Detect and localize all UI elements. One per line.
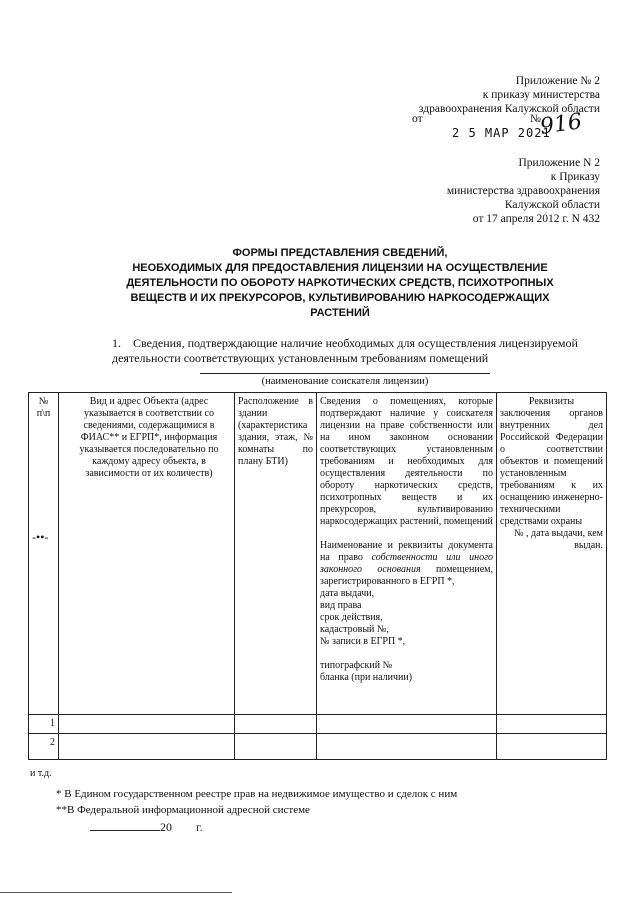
row-cell[interactable]: [235, 715, 317, 734]
detail-line: вид права: [320, 600, 362, 611]
row-cell[interactable]: [317, 734, 497, 760]
document-title: [110, 246, 570, 321]
table-row: [29, 734, 607, 760]
requisites-issue: № , дата выдачи, кем выдан.: [513, 528, 603, 551]
header-location-text: Расположение в здании (характеристика здания, этаж, № комнаты по плану БТИ): [238, 396, 313, 467]
date-prefix: от: [412, 113, 423, 125]
requisites-title: Реквизиты: [528, 396, 575, 407]
order-ref: к приказу министерства: [482, 89, 600, 101]
header-object-text: Вид и адрес Объекта (адрес указывается в соответствии со сведениями, содержащимися в ФИАС** и ЕГРП*, информация указывается последовательно по каждому адресу объекта, в зависимости от их количеств): [79, 396, 219, 479]
header-number: [29, 393, 59, 715]
header-location: [235, 393, 317, 715]
year-line: [90, 820, 203, 835]
detail-line: кадастровый №,: [320, 624, 389, 635]
document-details-pre: Наименование и реквизиты документа на право: [320, 540, 493, 563]
order-ref-2: к Приказу: [550, 171, 600, 183]
region-name-2: Калужской области: [504, 199, 600, 211]
document-details: [320, 540, 493, 588]
title-line: ДЕЯТЕЛЬНОСТИ ПО ОБОРОТУ НАРКОТИЧЕСКИХ СРЕДСТВ, ПСИХОТРОПНЫХ: [126, 277, 554, 289]
section-number: 1.: [112, 336, 121, 350]
order-date-2: от 17 апреля 2012 г. N 432: [472, 213, 600, 225]
row-cell[interactable]: [235, 734, 317, 760]
detail-line: бланка (при наличии): [320, 672, 413, 683]
year-prefix: 20: [160, 820, 172, 834]
appendix-title: Приложение № 2: [515, 75, 600, 87]
row-cell[interactable]: [317, 715, 497, 734]
document-details-post: помещением, зарегистрированного в ЕГРП *,: [320, 564, 493, 587]
header-premises: [317, 393, 497, 715]
original-appendix-header: [300, 156, 600, 226]
date-stamp: 2 5 МАР 2021: [452, 126, 551, 140]
detail-line: типографский №: [320, 660, 393, 671]
number-prefix: №: [530, 113, 541, 125]
ministry-name: здравоохранения Калужской области: [418, 103, 600, 115]
row-cell[interactable]: [59, 734, 235, 760]
bottom-rule: [0, 892, 232, 893]
header-object: [59, 393, 235, 715]
ministry-name-2: министерства здравоохранения: [446, 185, 600, 197]
premises-table: [28, 392, 607, 760]
premises-info: Сведения о помещениях, которые подтверждают наличие у соискателя лицензии на праве собственности или на ином законном основании соответствующих установленным требованиям и необходимых для осуществления деятельности по обороту наркотических средств, психотропных веществ и их прекурсоров, культивированию наркосодержащих растений, помещений: [320, 396, 493, 527]
handwritten-number: 916: [538, 109, 584, 140]
document-details-italic: собственности или иного законного основания: [320, 552, 493, 575]
header-requisites: [497, 393, 607, 715]
title-line: НЕОБХОДИМЫХ ДЛЯ ПРЕДОСТАВЛЕНИЯ ЛИЦЕНЗИИ НА ОСУЩЕСТВЛЕНИЕ: [132, 262, 548, 274]
row-number: 2: [29, 734, 59, 760]
section-text: Сведения, подтверждающие наличие необходимых для осуществления лицензируемой деятельности соответствующих установленным требованиям помещений: [112, 336, 578, 365]
detail-line: № записи в ЕГРП *,: [320, 636, 406, 647]
year-suffix: г.: [196, 820, 203, 834]
margin-mark: -••-: [32, 530, 49, 544]
title-line: ВЕЩЕСТВ И ИХ ПРЕКУРСОРОВ, КУЛЬТИВИРОВАНИЮ НАРКОСОДЕРЖАЩИХ РАСТЕНИЙ: [130, 292, 550, 319]
detail-line: дата выдачи,: [320, 588, 375, 599]
title-line: ФОРМЫ ПРЕДСТАВЛЕНИЯ СВЕДЕНИЙ,: [232, 247, 448, 259]
applicant-label: (наименование соискателя лицензии): [261, 376, 429, 387]
row-cell[interactable]: [59, 715, 235, 734]
section-1: [112, 336, 582, 366]
approval-header: [300, 74, 600, 116]
date-blank: [90, 830, 160, 831]
footnote-fias: **В Федеральной информационной адресной системе: [56, 804, 310, 816]
etc-label: и т.д.: [30, 768, 52, 779]
table-header-row: [29, 393, 607, 715]
detail-line: срок действия,: [320, 612, 383, 623]
appendix-title-2: Приложение N 2: [518, 157, 600, 169]
row-number: 1: [29, 715, 59, 734]
header-number-text: № п\п: [36, 396, 51, 419]
requisites-text: заключения органов внутренних дел Российской Федерации о соответствии объектов и помещений установленным требованиям к их оснащению инженерно-техническими средствами охраны: [500, 408, 603, 527]
table-row: [29, 715, 607, 734]
row-cell[interactable]: [497, 734, 607, 760]
row-cell[interactable]: [497, 715, 607, 734]
footnote-egrp: * В Едином государственном реестре прав на недвижимое имущество и сделок с ним: [56, 788, 458, 800]
applicant-underline: [200, 373, 490, 374]
